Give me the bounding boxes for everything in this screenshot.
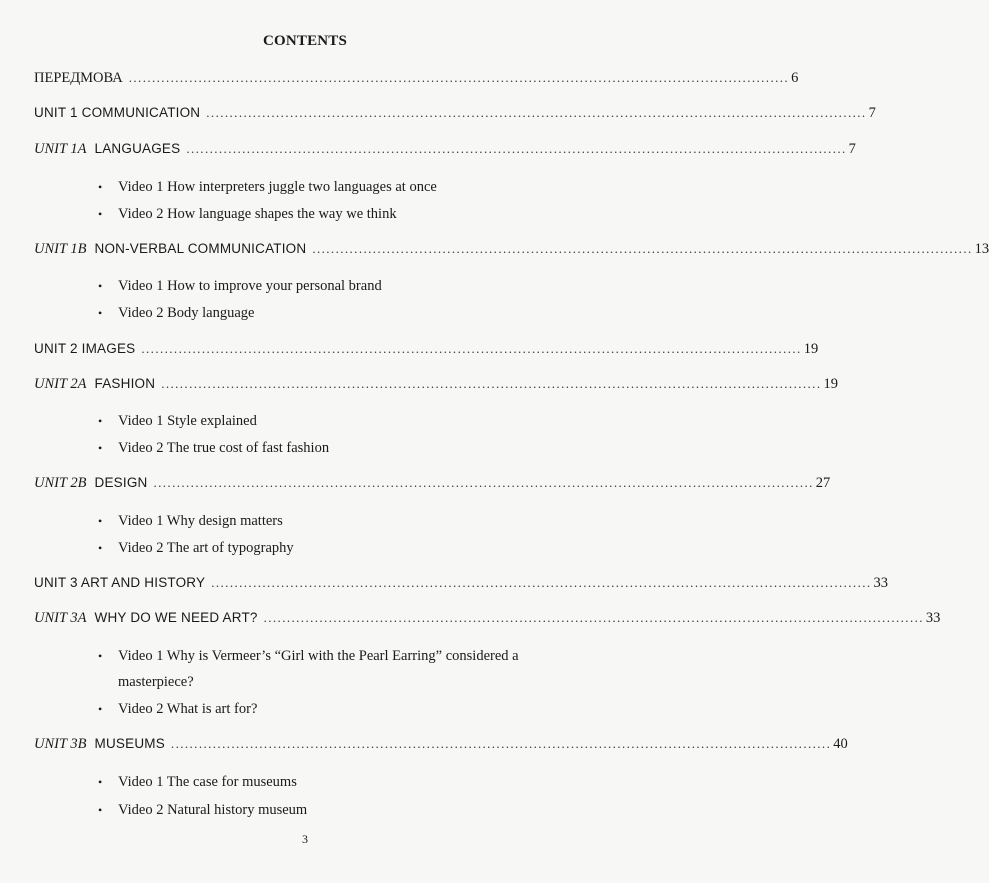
- dot-leader: ..............................................................................................................................................: [153, 475, 814, 490]
- bullet-icon: •: [98, 541, 103, 555]
- toc-entry-label: UNIT 3 ART AND HISTORY: [34, 575, 206, 590]
- toc-unit-code: UNIT 3B: [34, 736, 87, 752]
- page-title: CONTENTS: [262, 33, 348, 49]
- dot-leader: ..............................................................................................................................................: [263, 610, 924, 625]
- toc-page-number: 7: [848, 141, 856, 157]
- video-title: Video 2 The art of typography: [118, 540, 294, 556]
- video-item[interactable]: [98, 769, 578, 795]
- toc-entry-label: WHY DO WE NEED ART?: [94, 610, 258, 625]
- bullet-icon: •: [98, 306, 103, 320]
- bullet-icon: •: [98, 514, 103, 528]
- video-title: Video 1 Why is Vermeer’s “Girl with the Pearl Earring” considered a masterpiece?: [118, 648, 519, 690]
- toc-page-number: 27: [815, 475, 831, 491]
- bullet-icon: •: [98, 803, 103, 817]
- dot-leader: ..............................................................................................................................................: [161, 376, 822, 391]
- toc-entry-unit-2b[interactable]: [34, 475, 831, 492]
- video-item[interactable]: [98, 408, 578, 434]
- dot-leader: ..............................................................................................................................................: [312, 241, 973, 256]
- toc-entry-label: DESIGN: [94, 475, 148, 490]
- bullet-icon: •: [98, 279, 103, 293]
- toc-unit-code: UNIT 3A: [34, 610, 87, 626]
- toc-entry-unit-3a[interactable]: [34, 610, 941, 627]
- toc-entry-unit-3[interactable]: [34, 575, 889, 592]
- toc-entry-label: NON-VERBAL COMMUNICATION: [94, 241, 307, 256]
- dot-leader: ..............................................................................................................................................: [206, 105, 867, 120]
- toc-entry-label: MUSEUMS: [94, 736, 165, 751]
- video-item[interactable]: [98, 535, 578, 561]
- toc-unit-code: UNIT 2A: [34, 376, 87, 392]
- video-item[interactable]: [98, 300, 578, 326]
- toc-entry-label: ПЕРЕДМОВА: [34, 70, 123, 86]
- toc-entry-label: FASHION: [94, 376, 156, 391]
- bullet-icon: •: [98, 775, 103, 789]
- bullet-icon: •: [98, 649, 103, 663]
- video-item[interactable]: [98, 273, 578, 299]
- toc-entry-unit-1b[interactable]: [34, 241, 989, 258]
- toc-page-number: 19: [803, 341, 819, 357]
- video-title: Video 2 What is art for?: [118, 701, 258, 717]
- video-item[interactable]: [98, 797, 578, 823]
- dot-leader: ..............................................................................................................................................: [211, 575, 872, 590]
- toc-entry-label: UNIT 1 COMMUNICATION: [34, 105, 201, 120]
- dot-leader: ..............................................................................................................................................: [141, 341, 802, 356]
- toc-unit-code: UNIT 2B: [34, 475, 87, 491]
- bullet-icon: •: [98, 441, 103, 455]
- video-title: Video 1 Style explained: [118, 413, 257, 429]
- toc-page-number: 33: [925, 610, 941, 626]
- video-title: Video 1 How to improve your personal brand: [118, 278, 382, 294]
- dot-leader: ..............................................................................................................................................: [128, 70, 790, 85]
- bullet-icon: •: [98, 207, 103, 221]
- video-title: Video 1 How interpreters juggle two languages at once: [118, 179, 437, 195]
- video-item[interactable]: [98, 643, 578, 695]
- toc-entry-unit-3b[interactable]: [34, 736, 848, 753]
- toc-unit-code: UNIT 1B: [34, 241, 87, 257]
- page-number: 3: [302, 832, 308, 846]
- toc-page-number: 33: [873, 575, 889, 591]
- video-title: Video 2 Body language: [118, 305, 255, 321]
- toc-entry-unit-1a[interactable]: [34, 141, 856, 158]
- bullet-icon: •: [98, 414, 103, 428]
- toc-page-number: 40: [833, 736, 848, 752]
- toc-page-number: 6: [791, 70, 799, 86]
- toc-entry-unit-2a[interactable]: [34, 376, 838, 393]
- toc-entry-label: UNIT 2 IMAGES: [34, 341, 136, 356]
- video-title: Video 2 How language shapes the way we think: [118, 206, 397, 222]
- bullet-icon: •: [98, 702, 103, 716]
- toc-entry-preface[interactable]: [34, 70, 799, 87]
- video-item[interactable]: [98, 435, 578, 461]
- dot-leader: ..............................................................................................................................................: [170, 736, 832, 751]
- video-title: Video 2 The true cost of fast fashion: [118, 440, 330, 456]
- toc-entry-unit-2[interactable]: [34, 341, 819, 358]
- toc-page-number: 19: [823, 376, 838, 392]
- video-item[interactable]: [98, 174, 578, 200]
- video-title: Video 1 Why design matters: [118, 513, 283, 529]
- toc-entry-unit-1[interactable]: [34, 105, 876, 122]
- toc-page-number: 13: [974, 241, 989, 257]
- video-title: Video 1 The case for museums: [118, 774, 297, 790]
- video-title: Video 2 Natural history museum: [118, 802, 308, 818]
- video-item[interactable]: [98, 696, 578, 722]
- dot-leader: ..............................................................................................................................................: [186, 141, 847, 156]
- video-item[interactable]: [98, 508, 578, 534]
- toc-unit-code: UNIT 1A: [34, 141, 87, 157]
- toc-page-number: 7: [868, 105, 876, 121]
- video-item[interactable]: [98, 201, 578, 227]
- bullet-icon: •: [98, 180, 103, 194]
- toc-entry-label: LANGUAGES: [94, 141, 181, 156]
